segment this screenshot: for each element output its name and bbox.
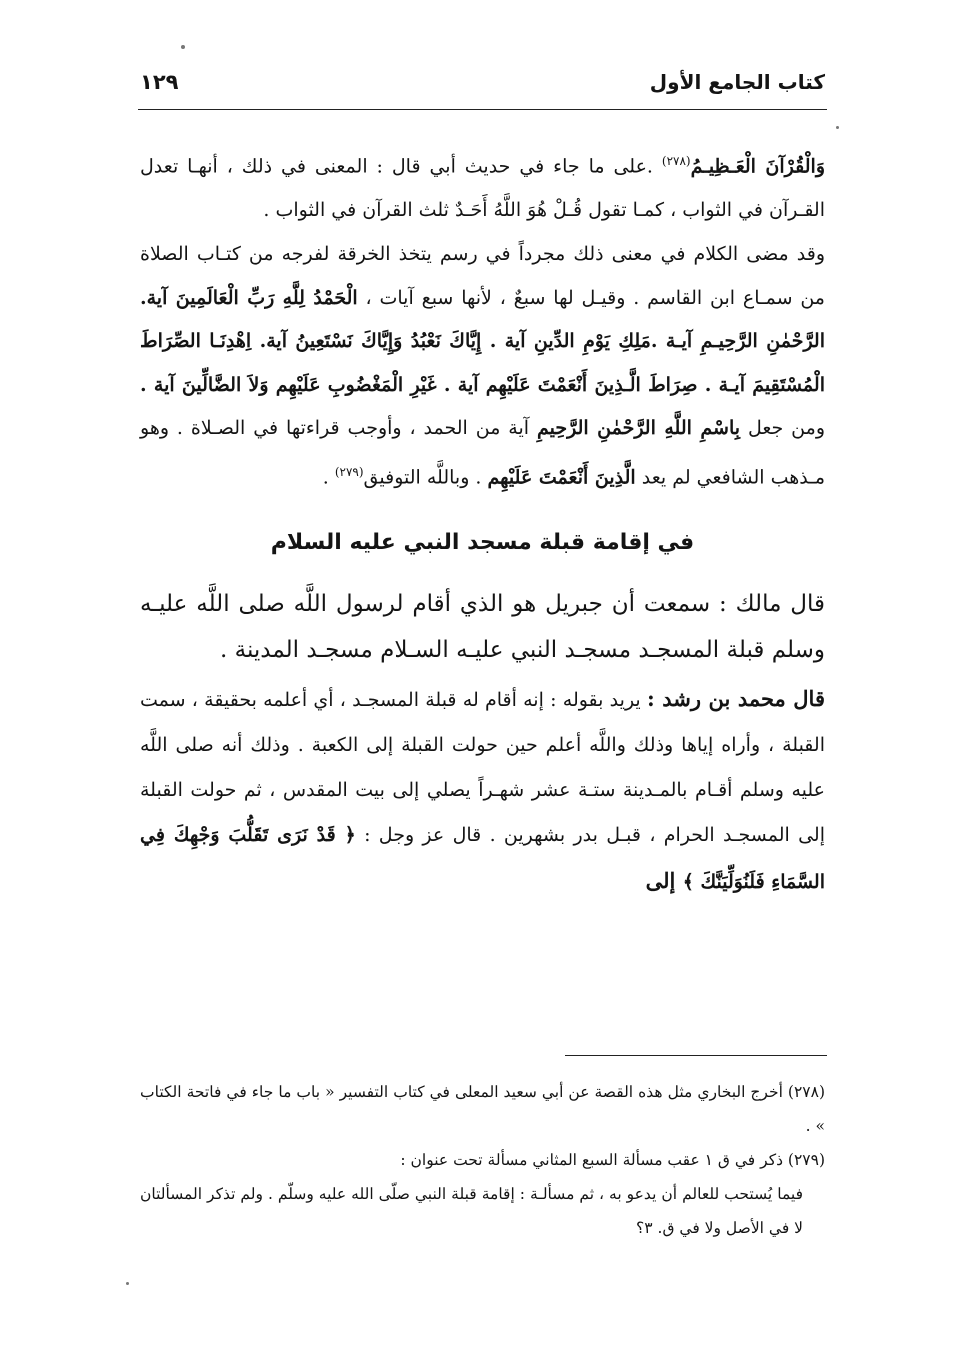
scan-mark-top-corner [836, 126, 839, 129]
paragraph-2-tail: . [322, 466, 335, 489]
quran-phrase-2: الَّذِينَ أَنْعَمْتَ عَلَيْهِم [487, 466, 636, 489]
page-number: ١٢٩ [140, 70, 179, 94]
paragraph-2-intro: وقد مضى الكلام في معنى ذلك مجرداً في رسم يتخذ الخرقة لفرجه من كتـاب الصلاة من سمـاع ابن القاسم . وقيـل لها سبعٌ ، لأنها سبع آيات ، [140, 243, 825, 309]
fatiha-verses: الْحَمْدُ لِلَّهِ رَبِّ الْعَالَمِينَ آية. الرَّحْمٰنِ الرَّحِيـمِ آيـة .مَلِكِ يَوْمِ الدِّينِ آية . إِيَّاكَ نَعْبُدُ وَإِيَّاكَ نَسْتَعِينُ آية. اِهْدِنَـا الصِّرَاطَ الْمُسْتَقِيمَ آيـة . صِرَاطَ الَّـذِينَ أَنْعَمْتَ عَلَيْهِم آية . غَيْرِ الْمَغْضُوبِ عَلَيْهِم وَلاَ الضَّالِّينَ آية . [140, 286, 825, 396]
paragraph-1 [140, 140, 825, 232]
section-heading: في إقامة قبلة مسجد النبي عليه السلام [270, 529, 695, 555]
paragraph-1-text: .على ما جاء في حديث أبي قال : المعنى في ذلك ، أنهـا تعدل القـرآن في الثواب ، كمـا تقول قُـلْ هُوَ اللَّهُ أَحَـدٌ ثلث القرآن في الثواب . [140, 155, 825, 221]
basmala: بِاسْمِ اللَّهِ الرَّحْمٰنِ الرَّحِيمِ [536, 417, 741, 440]
commentator-name: قال محمد بن رشد : [646, 685, 825, 711]
footnote-rule [565, 1055, 827, 1056]
commentary-end: إلى [645, 867, 683, 893]
commentary-text: يريد بقوله : إنه أقام له قبلة المسجـد ، أي أعلمه بحقيقة ، سمت القبلة ، وأراه إياها وذلك واللَّه أعلم حين حولت القبلة إلى الكعبة . وذلك أنه صلى اللَّه عليه وسلم أقـام بالمـدينة ستـة عشر شهـراً يصلي إلى بيت المقدس ، ثم حولت القبلة إلى المسجـد الحرام ، قبـل بدر بشهرين . قال عز وجل : [140, 688, 825, 846]
footnote-ref-279: (٢٧٩) [334, 464, 364, 479]
paragraph-2-end: . وباللَّه التوفيق [363, 466, 488, 489]
malik-quote: قال مالك : سمعت أن جبريل هو الذي أقام لرسول اللَّه صلى اللَّه عليـه وسلم قبلة المسجـد مسجـد النبي عليـه السـلام مسجـد المدينة . [140, 590, 825, 664]
footnote-278: (٢٧٨) أخرج البخاري مثل هذه القصة عن أبي سعيد المعلى في كتاب التفسير « باب ما جاء في فاتحة الكتاب » . [140, 1083, 825, 1135]
commentary-paragraph [140, 676, 825, 905]
footnote-ref-278: (٢٧٨) [661, 154, 691, 168]
paragraph-2-after: آية من الحمد ، وأوجب قراءتها في الصـلاة . وهو مـذهب الشافعي لم يعد [140, 417, 825, 489]
footnote-279: (٢٧٩) ذكر في ق ١ عقب مسألة السبع المثاني مسألة تحت عنوان : [400, 1151, 825, 1169]
paragraph-2-mid: ومن جعل [740, 417, 825, 440]
scan-mark-bottom [126, 1282, 129, 1285]
scan-mark-top [181, 45, 185, 49]
paragraph-2 [140, 233, 825, 499]
page-header [140, 62, 825, 102]
main-text [140, 140, 825, 905]
quran-phrase: وَالْقُرْآنَ الْعَـظِيـمُ [690, 155, 826, 178]
header-rule [138, 109, 827, 110]
running-title: كتاب الجامع الأول [649, 70, 825, 94]
footnote-279-continued: فيما يُستحب للعالم أن يدعو به ، ثم مسألـة : إقامة قبلة النبي صلّى الله عليه وسلّم . ولم تذكر المسألتان لا في الأصل ولا في ق. ٣؟ [140, 1185, 803, 1237]
quran-verse: ﴿ قَدْ نَرَى تَقَلُّبَ وَجْهِكَ فِي السَّمَاءِ فَلَنُوَلِّيَنَّكَ ﴾ [140, 823, 825, 893]
footnotes [140, 1075, 825, 1245]
